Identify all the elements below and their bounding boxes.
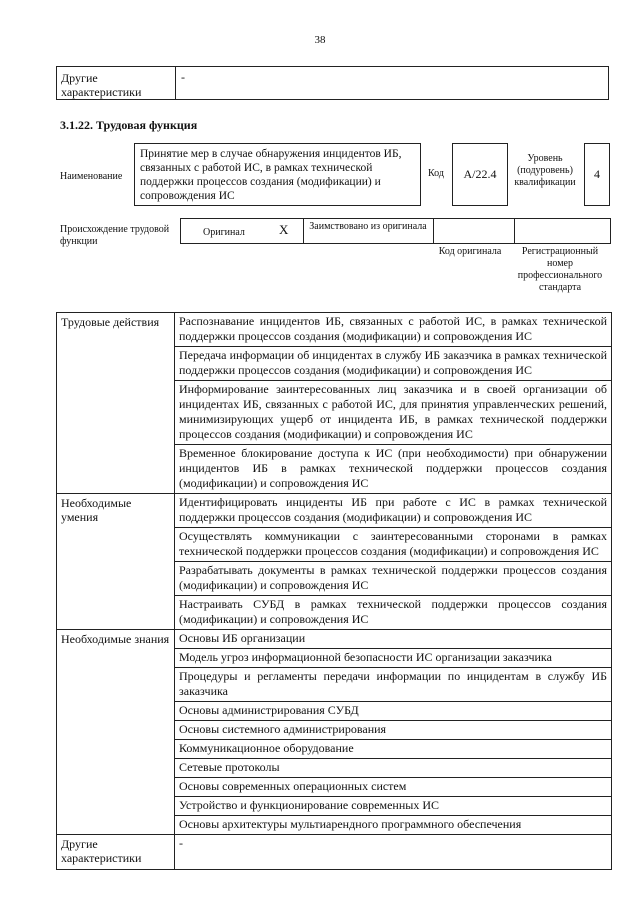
table-row: Процедуры и регламенты передачи информации по инцидентам в службу ИБ заказчика xyxy=(175,668,611,702)
page-number: 38 xyxy=(314,34,326,46)
group-label: Необходимые умения xyxy=(57,494,175,629)
group-labor-actions xyxy=(57,313,611,494)
function-code: A/22.4 xyxy=(452,143,508,206)
table-row: Временное блокирование доступа к ИС (при необходимости) при обнаружении инцидентов ИБ в рамках технической поддержки процессов создания (модификации) и сопровождения ИС xyxy=(179,446,607,490)
code-original-label: Код оригинала xyxy=(438,246,502,257)
table-row: Сетевые протоколы xyxy=(175,759,611,778)
group-required-knowledge xyxy=(57,630,611,835)
group-required-skills xyxy=(57,494,611,630)
table-row: Идентифицировать инциденты ИБ при работе с ИС в рамках технической поддержки процессов создания (модификации) и сопровождения ИС xyxy=(175,494,611,528)
function-details-table xyxy=(56,312,612,870)
borrowed-label: Заимствовано из оригинала xyxy=(309,221,427,232)
section-heading: 3.1.22. Трудовая функция xyxy=(60,118,198,132)
table-row: Модель угроз информационной безопасности ИС организации заказчика xyxy=(175,649,611,668)
table-row: Основы архитектуры мультиарендного программного обеспечения xyxy=(179,817,522,831)
table-row: Основы системного администрирования xyxy=(175,721,611,740)
table-row: Информирование заинтересованных лиц заказчика и в своей организации об инцидентах ИБ, связанных с работой ИС, для принятия управленческих решений, минимизирующих ущерб от инцидента ИБ, в рамках технической поддержки процессов создания (модификации) и сопровождения ИС xyxy=(175,381,611,445)
level-label: Уровень (подуровень) квалификации xyxy=(514,153,576,188)
table-row: - xyxy=(179,836,183,850)
group-label: Необходимые знания xyxy=(57,630,175,834)
name-label: Наименование xyxy=(60,171,123,182)
registration-number-label: Регистрационный номер профессионального стандарта xyxy=(517,246,603,293)
other-characteristics-table-top xyxy=(56,66,609,100)
group-other-characteristics xyxy=(57,835,611,869)
origin-label: Происхождение трудовой функции xyxy=(60,224,170,247)
table-row: Основы ИБ организации xyxy=(175,630,611,649)
table-row: Устройство и функционирование современных ИС xyxy=(175,797,611,816)
table-row: Настраивать СУБД в рамках технической поддержки процессов создания (модификации) и сопровождения ИС xyxy=(179,597,607,626)
function-name: Принятие мер в случае обнаружения инцидентов ИБ, связанных с работой ИС, в рамках технической поддержки процессов создания (модификации) и сопровождения ИС xyxy=(134,143,421,206)
qualification-level: 4 xyxy=(584,143,610,206)
other-characteristics-value: - xyxy=(181,70,185,84)
table-row: Передача информации об инцидентах в службу ИБ заказчика в рамках технической поддержки процессов создания (модификации) и сопровождения ИС xyxy=(175,347,611,381)
group-label: Другие характеристики xyxy=(57,835,175,869)
table-row: Основы администрирования СУБД xyxy=(175,702,611,721)
table-row: Основы современных операционных систем xyxy=(175,778,611,797)
original-mark: X xyxy=(279,222,289,237)
table-row: Осуществлять коммуникации с заинтересованными сторонами в рамках технической поддержки процессов создания (модификации) и сопровождения ИС xyxy=(175,528,611,562)
code-label: Код xyxy=(428,168,444,179)
other-characteristics-label: Другие характеристики xyxy=(61,71,142,99)
original-label: Оригинал xyxy=(203,227,245,238)
table-row: Коммуникационное оборудование xyxy=(175,740,611,759)
table-row: Распознавание инцидентов ИБ, связанных с работой ИС, в рамках технической поддержки процессов создания (модификации) и сопровождения ИС xyxy=(175,313,611,347)
origin-row xyxy=(180,218,611,244)
table-row: Разрабатывать документы в рамках технической поддержки процессов создания (модификации) и сопровождения ИС xyxy=(175,562,611,596)
group-label: Трудовые действия xyxy=(57,313,175,493)
